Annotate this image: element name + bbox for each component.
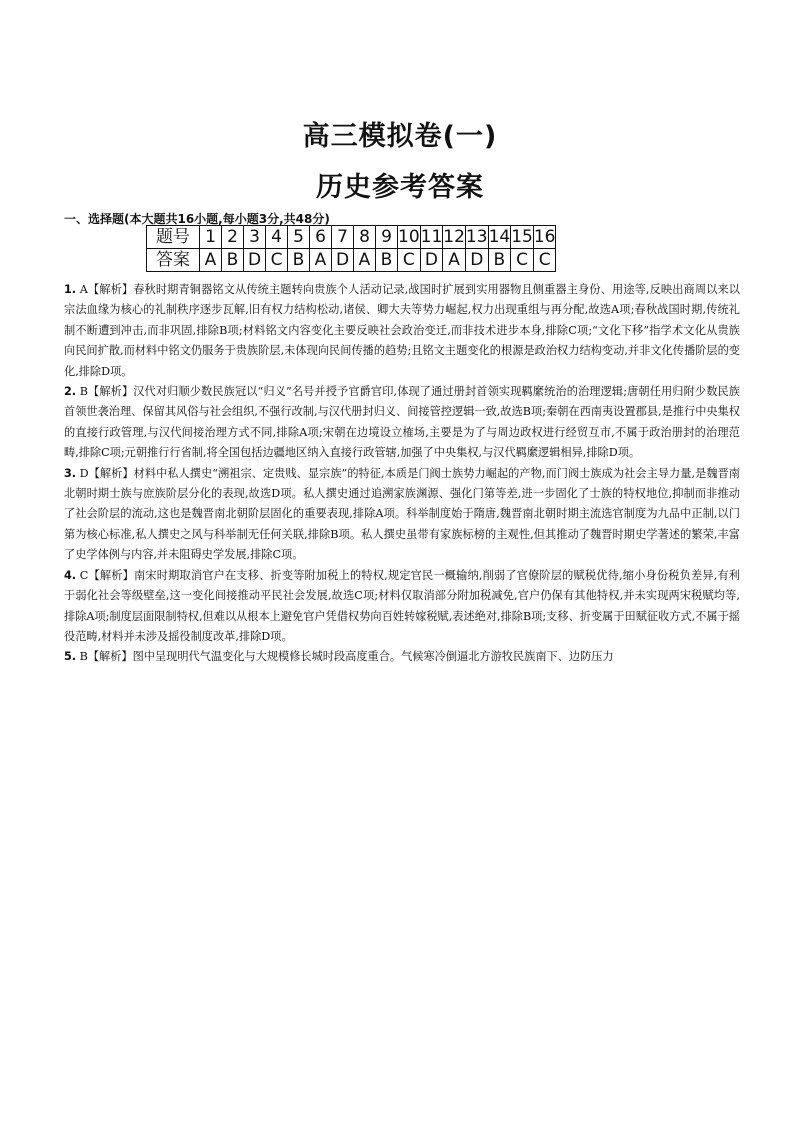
question-number: 13 — [465, 227, 488, 247]
item-number: 2. — [64, 385, 77, 399]
item-number: 5. — [64, 650, 77, 664]
question-number: 12 — [443, 227, 465, 247]
answer-cell: B — [376, 249, 398, 272]
explanation-item — [64, 382, 740, 464]
question-number: 8 — [354, 226, 376, 249]
answer-table-number-row — [147, 226, 556, 249]
explanation-item — [64, 280, 740, 382]
page-subtitle: 历史参考答案 — [316, 172, 484, 203]
answer-cell: B — [488, 249, 511, 272]
answer-table — [146, 225, 556, 272]
page-title: 高三模拟卷(一) — [302, 121, 498, 152]
item-number: 4. — [64, 568, 77, 582]
answer-cell: C — [266, 249, 288, 272]
answer-cell: A — [200, 249, 222, 272]
explanation-item — [64, 464, 740, 566]
row-label-answer: 答案 — [147, 249, 200, 272]
row-label-number: 题号 — [147, 226, 200, 249]
question-number: 5 — [288, 226, 310, 249]
question-number: 10 — [398, 227, 420, 247]
item-text: A【解析】春秋时期青铜器铭文从传统主题转向贵族个人活动记录,战国时扩展到实用器物且侧重器主身份、用途等,反映出商周以来以宗法血缘为核心的礼制秩序逐步瓦解,旧有权力结构松动,诸侯、卿大夫等势力崛起,权力出现重组与再分配,故选A项;春秋战国时期,传统礼制不断遭到冲击,而非巩固,排除B项;材料铭文内容变化主要反映社会政治变迁,而非技术进步本身,排除C项;“文化下移”指学术文化从贵族向民间扩散,而材料中铭文仍服务于贵族阶层,未体现向民间传播的趋势;且铭文主题变化的根源是政治权力结构变动,并非文化传播阶层的变化,排除D项。 — [64, 283, 740, 378]
answer-cell: D — [465, 249, 488, 272]
question-number: 16 — [533, 227, 556, 247]
item-text: D【解析】材料中私人撰史“溯祖宗、定贵贱、显宗族”的特征,本质是门阀士族势力崛起的产物,而门阀士族成为社会主导力量,是魏晋南北朝时期士族与庶族阶层分化的表现,故选D项。私人撰史通过追溯家族渊源、强化门第等差,进一步固化了士族的特权地位,抑制而非推动了社会阶层的流动,这也是魏晋南北朝阶层固化的重要表现,排除A项。科举制度始于隋唐,魏晋南北朝时期主流选官制度为九品中正制,以门第为核心标准,私人撰史之风与科举制无任何关联,排除B项。私人撰史虽带有家族标榜的主观性,但其推动了魏晋时期史学著述的繁荣,丰富了史学体例与内容,并未阻碍史学发展,排除C项。 — [64, 466, 740, 562]
answer-cell: D — [244, 249, 266, 272]
question-number: 6 — [310, 226, 332, 249]
question-number: 3 — [244, 226, 266, 249]
answer-cell: C — [533, 249, 556, 272]
answer-table-answer-row — [147, 249, 556, 272]
item-number: 3. — [64, 466, 77, 480]
question-number: 4 — [266, 226, 288, 249]
answer-cell: D — [420, 249, 443, 272]
question-number: 14 — [488, 227, 511, 247]
answer-cell: A — [443, 249, 466, 272]
item-text: B【解析】图中呈现明代气温变化与大规模修长城时段高度重合。气候寒冷倒逼北方游牧民族南下、边防压力 — [79, 650, 614, 664]
answer-cell: B — [222, 249, 244, 272]
item-text: B【解析】汉代对归顺少数民族冠以“归义”名号并授予官爵官印,体现了通过册封首领实现羁縻统治的治理逻辑;唐朝任用归附少数民族首领世袭治理、保留其风俗与社会组织,不强行改制,与汉代册封归义、间接管控逻辑一致,故选B项;秦朝在西南夷设置郡县,是推行中央集权的直接行政管理,与汉代间接治理方式不同,排除A项;宋朝在边境设立榷场,主要是为了与周边政权进行经贸互市,不属于政治册封的治理范畴,排除C项;元朝推行行省制,将全国包括边疆地区纳入直接行政管辖,加强了中央集权,与汉代羁縻逻辑相异,排除D项。 — [64, 385, 740, 460]
question-number: 7 — [332, 226, 354, 249]
item-number: 1. — [64, 283, 77, 296]
item-text: C【解析】南宋时期取消官户在支移、折变等附加税上的特权,规定官民一概输纳,削弱了官僚阶层的赋税优待,缩小身份税负差异,有利于弱化社会等级壁垒,这一变化间接推动平民社会发展,故选C项;材料仅取消部分附加税减免,官户仍保有其他特权,并未实现两宋税赋均等,排除A项;制度层面限制特权,但难以从根本上避免官户凭借权势向百姓转嫁税赋,表述绝对,排除B项;支移、折变属于田赋征收方式,不属于摇役范畴,材料并未涉及摇役制度改革,排除D项。 — [64, 568, 740, 643]
answer-cell: B — [288, 249, 310, 272]
answer-cell: A — [310, 249, 332, 272]
explanation-item — [64, 566, 740, 648]
question-number: 2 — [222, 226, 244, 249]
section-heading: 一、选择题(本大题共16小题,每小题3分,共48分) — [64, 212, 330, 226]
explanation-item — [64, 647, 740, 667]
answer-cell: D — [332, 249, 354, 272]
question-number: 9 — [376, 226, 398, 249]
question-number: 1 — [200, 226, 222, 249]
answer-explanations — [64, 280, 740, 668]
answer-cell: C — [511, 249, 534, 272]
question-number: 15 — [511, 227, 533, 247]
answer-cell: C — [398, 249, 421, 272]
question-number: 11 — [420, 227, 443, 247]
answer-cell: A — [354, 249, 376, 272]
